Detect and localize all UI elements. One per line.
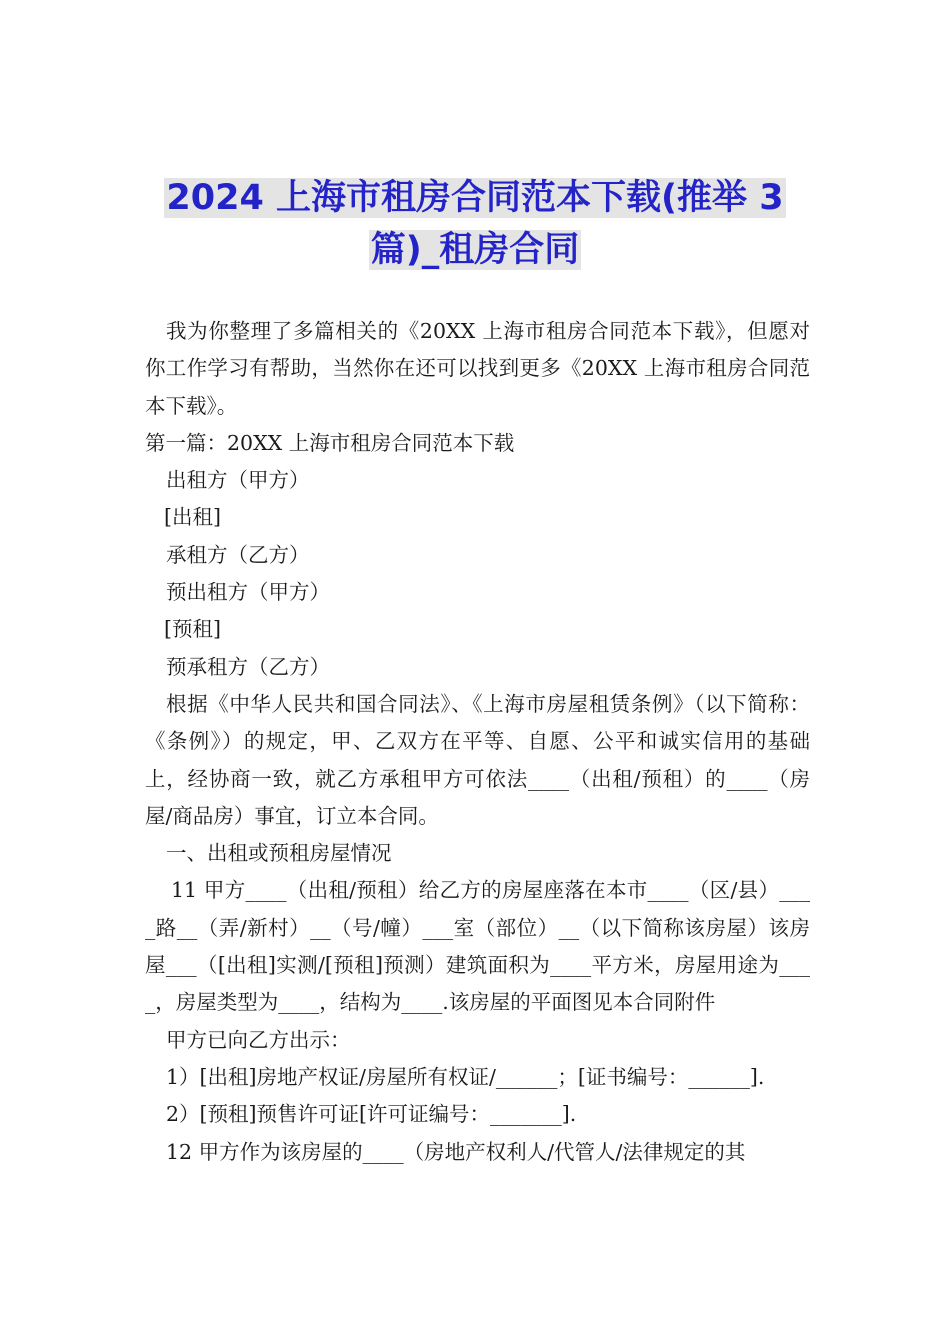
shown-documents-heading: 甲方已向乙方出示： <box>166 1027 351 1052</box>
basis-paragraph: 根据《中华人民共和国合同法》、《上海市房屋租赁条例》（以下简称：《条例》）的规定，甲、乙双方在平等、自愿、公平和诚实信用的基础上，经协商一致，就乙方承租甲方可依法____（出租/预租）的____（房屋/商品房）事宜，订立本合同。 <box>145 691 810 828</box>
shown-document-2: 2）[预租]预售许可证[许可证编号：_______]. <box>166 1102 577 1127</box>
section-heading-first: 第一篇：20XX 上海市租房合同范本下载 <box>145 430 515 455</box>
party-line-lessor: 出租方（甲方） <box>166 468 310 493</box>
party-line-pre-lessor: 预出租方（甲方） <box>166 580 330 605</box>
party-line-prelease-tag: [预租] <box>164 617 221 642</box>
shown-document-1: 1）[出租]房地产权证/房屋所有权证/______；[证书编号：______]. <box>166 1064 765 1089</box>
title-line-2: 篇)_租房合同 <box>370 230 580 270</box>
document-title <box>100 172 850 276</box>
clause-1-2: 12 甲方作为该房屋的____（房地产权利人/代管人/法律规定的其 <box>166 1139 746 1164</box>
party-line-lessee: 承租方（乙方） <box>166 542 310 567</box>
document-body <box>145 313 810 1171</box>
party-line-lease-tag: [出租] <box>164 505 221 530</box>
title-line-1: 2024 上海市租房合同范本下载(推举 3 <box>166 178 784 218</box>
clause-1-1: 11 甲方____（出租/预租）给乙方的房屋座落在本市____（区/县）____路__（弄/新村）__（号/幢）___室（部位）__（以下简称该房屋）该房屋___（[出租]实测/[预租]预测）建筑面积为____平方米，房屋用途为____，房屋类型为____，结构为____.该房屋的平面图见本合同附件 <box>145 878 810 1015</box>
section-heading-property: 一、出租或预租房屋情况 <box>166 841 392 866</box>
party-line-pre-lessee: 预承租方（乙方） <box>166 654 330 679</box>
intro-paragraph: 我为你整理了多篇相关的《20XX 上海市租房合同范本下载》，但愿对你工作学习有帮助，当然你在还可以找到更多《20XX 上海市租房合同范本下载》。 <box>145 319 810 418</box>
